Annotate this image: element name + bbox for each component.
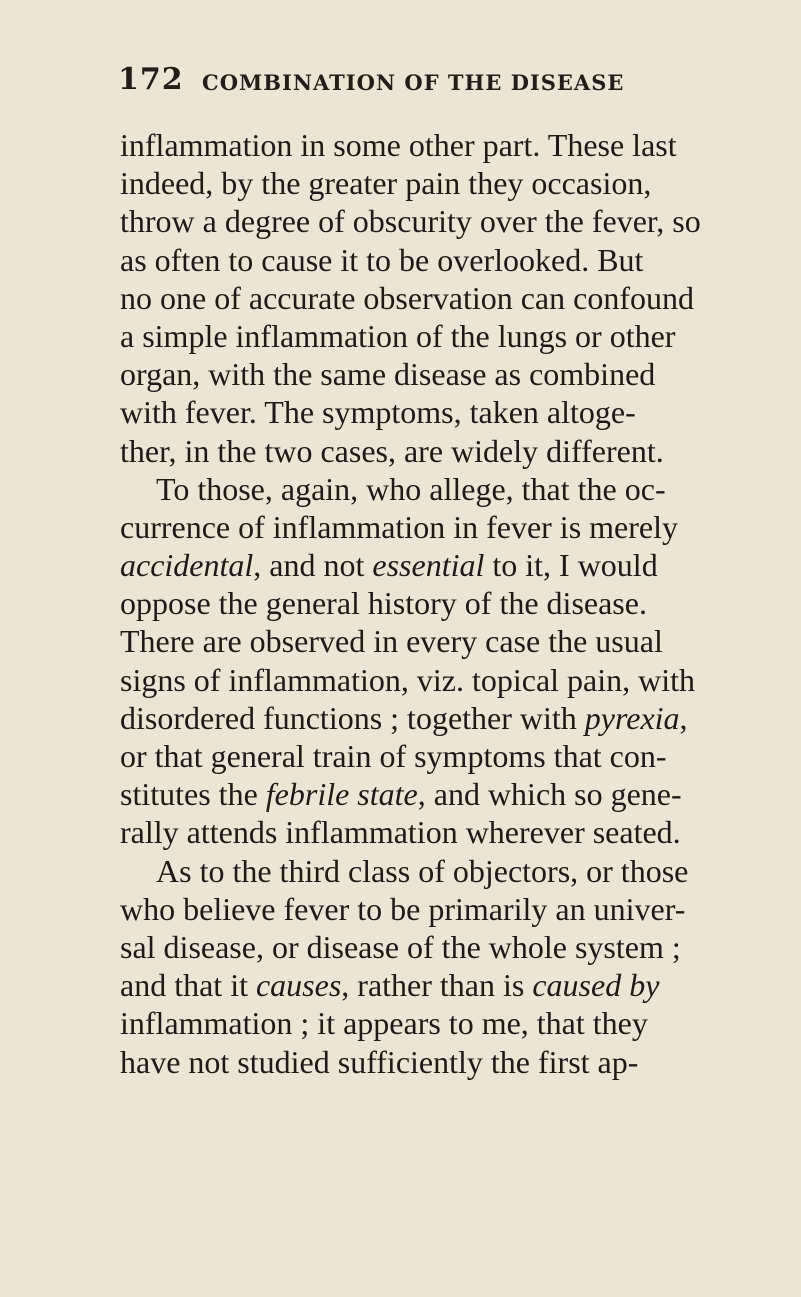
text-fragment: to it, I would: [484, 547, 658, 584]
text-fragment: disordered functions ; together with: [120, 699, 585, 736]
text-line: [120, 546, 720, 584]
text-line: signs of inflammation, viz. topical pain, with: [120, 661, 696, 698]
text-line: as often to cause it to be overlooked. But: [120, 241, 644, 278]
text-line: There are observed in every case the usual: [120, 623, 663, 660]
text-line: have not studied sufficiently the first ap-: [120, 1043, 639, 1080]
text-fragment: , and not: [253, 547, 373, 584]
italic-phrase: febrile state: [265, 776, 418, 813]
text-line: rally attends inflammation wherever seated.: [120, 814, 681, 851]
italic-phrase: essential: [372, 547, 485, 584]
text-line: organ, with the same disease as combined: [120, 356, 656, 393]
text-line: As to the third class of objectors, or those: [156, 852, 689, 889]
text-fragment: stitutes the: [120, 776, 266, 813]
text-line: no one of accurate observation can confound: [120, 279, 694, 316]
text-line: throw a degree of obscurity over the fever, so: [120, 203, 701, 240]
page-number: 172: [118, 62, 184, 97]
text-line: with fever. The symptoms, taken altoge-: [120, 394, 636, 431]
text-line: [120, 699, 720, 737]
text-line: oppose the general history of the disease.: [120, 585, 647, 622]
text-fragment: and that it: [120, 967, 256, 1004]
italic-phrase: accidental: [120, 547, 254, 584]
text-line: a simple inflammation of the lungs or other: [120, 317, 676, 354]
text-line: [120, 775, 720, 813]
text-line: [120, 966, 720, 1004]
text-line: currence of inflammation in fever is merely: [120, 508, 678, 545]
text-line: indeed, by the greater pain they occasion,: [120, 165, 652, 202]
text-fragment: , and which so gene-: [417, 776, 682, 813]
running-title: COMBINATION OF THE DISEASE: [202, 70, 625, 95]
text-line: who believe fever to be primarily an univer-: [120, 890, 686, 927]
text-line: To those, again, who allege, that the oc-: [156, 470, 666, 507]
italic-phrase: caused by: [532, 967, 660, 1004]
text-line: ther, in the two cases, are widely different.: [120, 432, 664, 469]
running-head: [118, 62, 718, 102]
text-line: or that general train of symptoms that con-: [120, 738, 667, 774]
text-line: inflammation ; it appears to me, that they: [120, 1005, 648, 1042]
text-line: inflammation in some other part. These last: [120, 127, 677, 163]
italic-phrase: causes: [255, 967, 342, 1004]
body-text: [120, 126, 720, 1081]
text-fragment: ,: [679, 699, 688, 736]
text-fragment: , rather than is: [341, 967, 533, 1004]
text-line: sal disease, or disease of the whole system ;: [120, 928, 681, 965]
italic-phrase: pyrexia: [584, 699, 680, 736]
